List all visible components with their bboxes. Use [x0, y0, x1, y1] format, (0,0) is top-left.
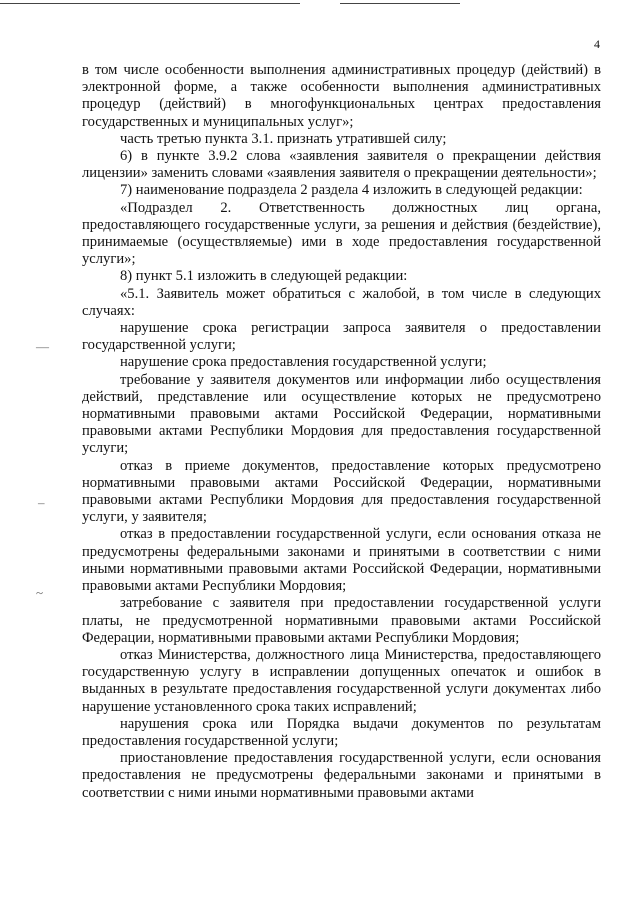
paragraph: требование у заявителя документов или информации либо осуществления действий, представление или осуществление которых не предусмотрено нормативными правовыми актами Российской Федерации, нормативными правовыми актами Республики Мордовия для предоставления государственной услуги;	[82, 371, 601, 457]
document-body	[82, 62, 601, 802]
scan-artifact: ~	[36, 585, 44, 600]
paragraph: часть третью пункта 3.1. признать утратившей силу;	[120, 130, 447, 147]
paragraph: нарушение срока предоставления государственной услуги;	[120, 354, 487, 371]
paragraph: нарушение срока регистрации запроса заявителя о предоставлении государственной услуги;	[82, 320, 601, 354]
page-number: 4	[594, 37, 600, 51]
paragraph: 6) в пункте 3.9.2 слова «заявления заявителя о прекращении действия лицензии» заменить словами «заявления заявителя о прекращении деятельности»;	[82, 148, 601, 182]
paragraph: приостановление предоставления государственной услуги, если основания предоставления не предусмотрены федеральными законами и принятыми в соответствии с ними иными нормативными правовыми актами	[82, 750, 601, 801]
scan-top-line-left	[0, 3, 300, 4]
paragraph: 7) наименование подраздела 2 раздела 4 изложить в следующей редакции:	[120, 182, 583, 199]
paragraph: в том числе особенности выполнения административных процедур (действий) в электронной форме, а также особенности выполнения административных процедур (действий) в многофункциональных центрах предоставления государственных и муниципальных услуг»;	[82, 62, 601, 130]
paragraph: отказ в предоставлении государственной услуги, если основания отказа не предусмотрены федеральными законами и принятыми в соответствии с ними иными нормативными правовыми актами Российской Федерации, нормативными правовыми актами Республики Мордовия;	[82, 526, 601, 595]
scan-artifact: —	[36, 339, 49, 354]
paragraph: затребование с заявителя при предоставлении государственной услуги платы, не предусмотренной нормативными правовыми актами Российской Федерации, нормативными правовыми актами Республики Мордовия;	[82, 595, 601, 646]
paragraph: отказ в приеме документов, предоставление которых предусмотрено нормативными правовыми актами Российской Федерации, нормативными правовыми актами Республики Мордовия для предоставления государственной услуги, у заявителя;	[82, 457, 601, 526]
paragraph: отказ Министерства, должностного лица Министерства, предоставляющего государственную услугу в исправлении допущенных опечаток и ошибок в выданных в результате предоставления государственной услуги документах либо нарушение установленного срока таких исправлений;	[82, 646, 601, 715]
paragraph: «5.1. Заявитель может обратиться с жалобой, в том числе в следующих случаях:	[82, 285, 601, 319]
paragraph: нарушения срока или Порядка выдачи документов по результатам предоставления государственной услуги;	[82, 715, 601, 749]
paragraph: «Подраздел 2. Ответственность должностных лиц органа, предоставляющего государственные услуги, за решения и действия (бездействие), принимаемые (осуществляемые) ими в ходе предоставления государственной услуги»;	[82, 199, 601, 268]
paragraph: 8) пункт 5.1 изложить в следующей редакции:	[120, 268, 408, 285]
scan-artifact: –	[38, 495, 45, 510]
scan-top-line-right	[340, 3, 460, 4]
